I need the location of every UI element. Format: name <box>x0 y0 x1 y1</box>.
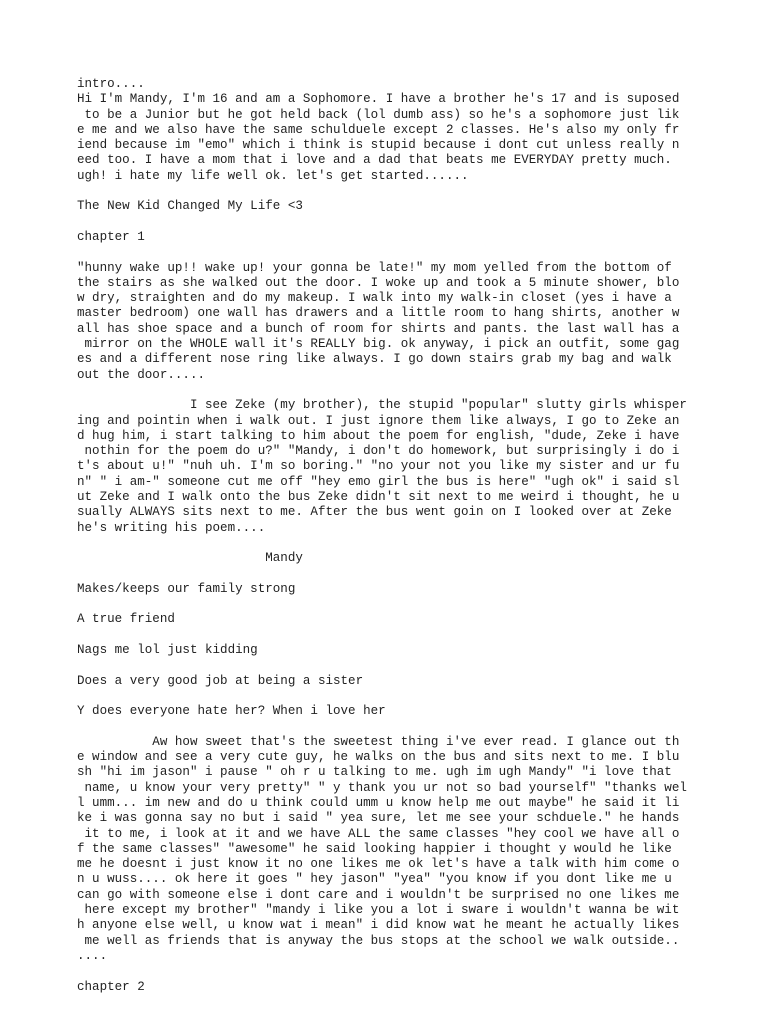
intro-line: e me and we also have the same schulduele except 2 classes. He's also my only fr <box>77 122 680 137</box>
paragraph-line: mirror on the WHOLE wall it's REALLY big. ok anyway, i pick an outfit, some gag <box>77 337 680 352</box>
spacer <box>77 964 697 979</box>
poem-line: Makes/keeps our family strong <box>77 581 296 596</box>
paragraph-line: d hug him, i start talking to him about the poem for english, "dude, Zeke i have <box>77 428 680 443</box>
paragraph-line: he's writing his poem.... <box>77 520 266 535</box>
spacer <box>77 245 697 260</box>
intro-line: to be a Junior but he got held back (lol dumb ass) so he's a sophomore just lik <box>77 107 680 122</box>
paragraph-line: sually ALWAYS sits next to me. After the bus went goin on I looked over at Zeke <box>77 505 672 520</box>
paragraph-line: n" " i am-" someone cut me off "hey emo girl the bus is here" "ugh ok" i said sl <box>77 474 680 489</box>
paragraph-line: e window and see a very cute guy, he walks on the bus and sits next to me. I blu <box>77 750 680 765</box>
paragraph-line: f the same classes" "awesome" he said looking happier i thought y would he like <box>77 841 672 856</box>
intro-line: ugh! i hate my life well ok. let's get started...... <box>77 168 469 183</box>
paragraph-line: sh "hi im jason" i pause " oh r u talking to me. ugh im ugh Mandy" "i love that <box>77 765 672 780</box>
spacer <box>77 536 697 551</box>
paragraph-line: can go with someone else i dont care and i wouldn't be surprised no one likes me <box>77 887 680 902</box>
poem-line: Does a very good job at being a sister <box>77 673 364 688</box>
paragraph-line: l umm... im new and do u think could umm u know help me out maybe" he said it li <box>77 795 680 810</box>
intro-line: eed too. I have a mom that i love and a dad that beats me EVERYDAY pretty much. <box>77 153 672 168</box>
paragraph-line: me he doesnt i just know it no one likes me ok let's have a talk with him come o <box>77 857 680 872</box>
spacer <box>77 689 697 704</box>
intro-section <box>77 77 697 184</box>
paragraph-line: out the door..... <box>77 367 205 382</box>
poem-title: Mandy <box>77 551 303 566</box>
paragraph-line: ke i was gonna say no but i said " yea sure, let me see your schduele." he hands <box>77 811 680 826</box>
spacer <box>77 719 697 734</box>
document-page <box>77 77 697 995</box>
paragraph-line: I see Zeke (my brother), the stupid "popular" slutty girls whisper <box>77 398 687 413</box>
spacer <box>77 658 697 673</box>
paragraph-line: nothin for the poem do u?" "Mandy, i don't do homework, but surprisingly i do i <box>77 444 680 459</box>
poem-line: Y does everyone hate her? When i love her <box>77 704 386 719</box>
paragraph-line: here except my brother" "mandy i like you a lot i sware i wouldn't wanna be wit <box>77 903 680 918</box>
paragraph-line: ut Zeke and I walk onto the bus Zeke didn't sit next to me weird i thought, he u <box>77 490 680 505</box>
poem-line: Nags me lol just kidding <box>77 642 258 657</box>
spacer <box>77 567 697 582</box>
paragraph-line: all has shoe space and a bunch of room for shirts and pants. the last wall has a <box>77 321 680 336</box>
intro-line: iend because im "emo" which i think is stupid because i dont cut unless really n <box>77 138 680 153</box>
paragraph-line: t's about u!" "nuh uh. I'm so boring." "no your not you like my sister and ur fu <box>77 459 680 474</box>
paragraph-line: it to me, i look at it and we have ALL the same classes "hey cool we have all o <box>77 826 680 841</box>
paragraph-line: n u wuss.... ok here it goes " hey jason" "yea" "you know if you dont like me u <box>77 872 672 887</box>
chapter-1-heading: chapter 1 <box>77 229 145 244</box>
paragraph-line: Aw how sweet that's the sweetest thing i've ever read. I glance out th <box>77 734 680 749</box>
spacer <box>77 597 697 612</box>
paragraph-1 <box>77 261 697 383</box>
paragraph-line: es and a different nose ring like always. I go down stairs grab my bag and walk <box>77 352 672 367</box>
spacer <box>77 184 697 199</box>
paragraph-line: ing and pointin when i walk out. I just ignore them like always, I go to Zeke an <box>77 413 680 428</box>
spacer <box>77 383 697 398</box>
paragraph-line: .... <box>77 948 108 963</box>
paragraph-3 <box>77 735 697 964</box>
paragraph-line: h anyone else well, u know wat i mean" i did know wat he meant he actually likes <box>77 918 680 933</box>
paragraph-2 <box>77 398 697 536</box>
paragraph-line: the stairs as she walked out the door. I woke up and took a 5 minute shower, blo <box>77 275 680 290</box>
story-title: The New Kid Changed My Life <3 <box>77 199 303 214</box>
intro-line: intro.... <box>77 77 145 91</box>
paragraph-line: me well as friends that is anyway the bus stops at the school we walk outside.. <box>77 933 680 948</box>
chapter-2-heading: chapter 2 <box>77 979 145 994</box>
paragraph-line: name, u know your very pretty" " y thank you ur not so bad yourself" "thanks wel <box>77 780 687 795</box>
paragraph-line: master bedroom) one wall has drawers and a little room to hang shirts, another w <box>77 306 680 321</box>
poem-line: A true friend <box>77 612 175 627</box>
paragraph-line: "hunny wake up!! wake up! your gonna be late!" my mom yelled from the bottom of <box>77 260 672 275</box>
spacer <box>77 215 697 230</box>
paragraph-line: w dry, straighten and do my makeup. I walk into my walk-in closet (yes i have a <box>77 291 672 306</box>
spacer <box>77 628 697 643</box>
intro-line: Hi I'm Mandy, I'm 16 and am a Sophomore. I have a brother he's 17 and is suposed <box>77 92 680 107</box>
